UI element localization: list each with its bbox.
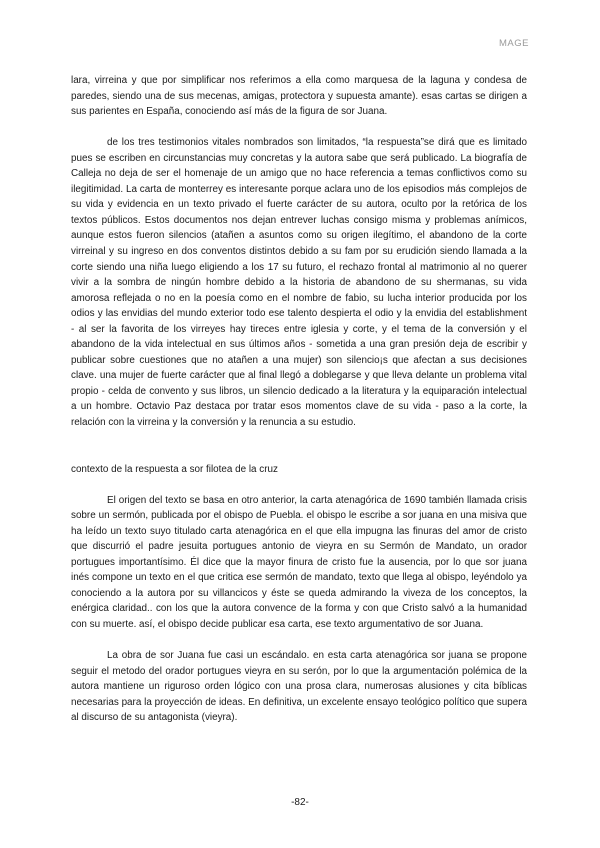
paragraph-1: lara, virreina y que por simplificar nos referimos a ella como marquesa de la laguna y condesa de paredes, siendo una de sus mecenas, amigas, protectora y supuesta amante). esas cartas se dirigen a sus parientes en España, conociendo así más de la figura de sor Juana. [71, 75, 527, 118]
paragraph-4: La obra de sor Juana fue casi un escándalo. en esta carta atenagórica sor juana se propone seguir el metodo del orador portugues vieyra en su serón, por lo que la argumentación polémica de la autora mantiene un riguroso orden lógico con una prosa clara, numerosas alusiones y cita bíblicas necesarias para la proyección de ideas. En definitiva, un excelente ensayo teológico político que supera al discurso de su antagonista (vieyra). [71, 650, 527, 724]
document-body [71, 73, 527, 726]
paragraph-3: El origen del texto se basa en otro anterior, la carta atenagórica de 1690 también llamada crisis sobre un sermón, publicada por el obispo de Puebla. el obispo le escribe a sor juana en una misiva que ha leído un texto suyo titulado carta atenagórica en el que ella impugna las finuras del amor de cristo que discurrió el padre jesuita portugues antonio de vieyra en su Sermón de Mandato, un orador portugues importantísimo. Él dice que la mayor finura de cristo fue la ausencia, por lo que sor juana inés compone un texto en el que critica ese sermón de mandato, texto que llega al obispo, leyéndolo ya conociendo a la autora por su villancicos y éste se queda admirando la viveza de los conceptos, la enérgica claridad.. con los que la autora convence de la forma y con que Cristo salvó a la humanidad con su muerte. así, el obispo decide publicar esa carta, ese texto argumentativo de sor Juana. [71, 494, 527, 630]
section-heading: contexto de la respuesta a sor filotea de la cruz [71, 463, 278, 475]
page-number: -82- [291, 797, 309, 808]
header-mark: MAGE [499, 38, 529, 49]
paragraph-2: de los tres testimonios vitales nombrados son limitados, “la respuesta”se dirá que es limitado pues se escriben en circunstancias muy concretas y la autora sabe que será publicado. La biografía de Calleja no deja de ser el homenaje de un amigo que no hace referencia a temas conflictivos como su ilegitimidad. La carta de monterrey es interesante porque aclara uno de los episodios más complejos de su vida y evidencia en un texto privado el fuerte carácter de su autora, oculto por la retórica de los textos públicos. Estos documentos nos dejan entrever luchas consigo misma y problemas anímicos, aunque estos fueron silencios (atañen a asuntos como su origen ilegítimo, el abandono de la corte virreinal y su ingreso en dos conventos distintos debido a su fam por su erudición siendo llamada a la corte siendo una niña luego eligiendo a los 17 su futuro, el rechazo frontal al matrimonio al no querer vivir a la sombra de ningún hombre debido a la historia de abandono de su shermanas, su vida amorosa reflejada o no en la poesía como en el nombre de fabio, su lucha interior producida por los odios y las envidias del mundo exterior todo ese talento despierta el odio y la envidia del establishment - al ser la favorita de los virreyes hay tireces entre iglesia y corte, y el tema de la conversión y el abandono de la vida intelectual en sus últimos años - sometida a una gran presión deja de escribir y publicar sobre cuestiones que no atañen a una mujer) son silencio¡s que afectan a sus decisiones clave. una mujer de fuerte carácter que al final llegó a doblegarse y que lleva delante un problema vital propio - celda de convento y sus libros, un silencio dedicado a la literatura y la equiparación intelectual a un hombre. Octavio Paz destaca por tratar esos momentos clave de su vida - paso a la corte, la relación con la virreina y la conversión y la renuncia a su estudio. [71, 137, 527, 428]
